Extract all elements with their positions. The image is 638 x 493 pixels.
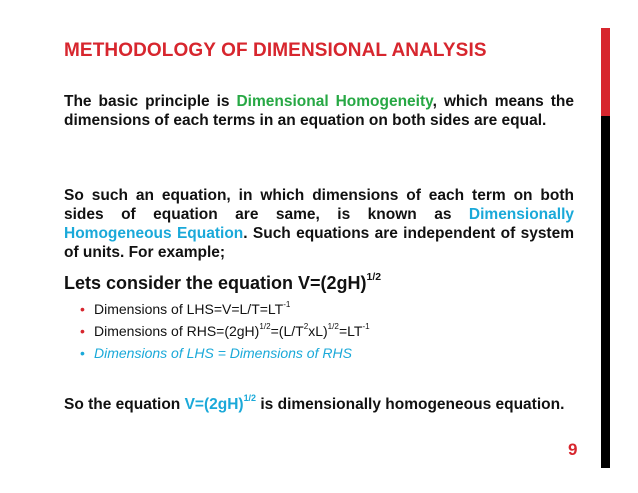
- equation-highlight: V=(2gH): [184, 396, 244, 413]
- paragraph-conclusion-text: So the equation: [64, 396, 185, 413]
- homogeneous-equation-highlight: Dimensionally Homogeneous Equation: [64, 206, 574, 242]
- bullet-conclusion-text: Dimensions of LHS = Dimensions of RHS: [94, 345, 352, 361]
- example-heading: [64, 272, 381, 294]
- bullet-rhs-part2: =(L/T: [270, 323, 304, 339]
- bullet-rhs-part1: Dimensions of RHS=(2gH): [94, 323, 260, 339]
- paragraph-conclusion: [64, 395, 574, 414]
- bullet-rhs-text: [94, 323, 370, 339]
- bullet-lhs-text: [94, 301, 290, 317]
- example-heading-text: Lets consider the equation V=(2gH): [64, 273, 367, 293]
- accent-bar-black: [601, 116, 610, 468]
- slide-title: METHODOLOGY OF DIMENSIONAL ANALYSIS: [64, 40, 487, 61]
- paragraph-definition-rest: . Such equations are independent of system of units. For example;: [64, 225, 574, 261]
- bullet-dot-icon: •: [80, 323, 85, 339]
- bullet-rhs-sup4: -1: [362, 321, 370, 331]
- accent-bar-red: [601, 28, 610, 116]
- paragraph-definition: [64, 186, 574, 262]
- bullet-dot-icon: •: [80, 301, 85, 317]
- paragraph-principle-rest: , which means the dimensions of each terms in an equation on both sides are equal.: [64, 93, 574, 129]
- equation-highlight-sup: 1/2: [243, 393, 257, 404]
- example-heading-sup: 1/2: [366, 271, 382, 283]
- paragraph-principle: [64, 92, 574, 130]
- bullet-dot-icon: •: [80, 345, 85, 361]
- bullet-lhs-main: Dimensions of LHS=V=L/T=LT: [94, 301, 284, 317]
- bullet-rhs-part4: =LT: [338, 323, 363, 339]
- paragraph-conclusion-rest: is dimensionally homogeneous equation.: [256, 396, 565, 413]
- bullet-list: [80, 298, 370, 364]
- bullet-rhs-sup2: 2: [303, 321, 309, 331]
- bullet-lhs-sup: -1: [283, 299, 291, 309]
- bullet-lhs: [80, 298, 370, 320]
- page-number: 9: [568, 440, 578, 459]
- paragraph-principle-text: The basic principle is: [64, 93, 237, 110]
- paragraph-definition-text: So such an equation, in which dimensions of each term on both sides of equation are same, is known as: [64, 187, 574, 223]
- bullet-rhs-sup1: 1/2: [259, 321, 271, 331]
- dimensional-homogeneity-highlight: Dimensional Homogeneity: [236, 93, 433, 110]
- bullet-rhs: [80, 320, 370, 342]
- bullet-rhs-part3: xL): [308, 323, 328, 339]
- bullet-rhs-sup3: 1/2: [327, 321, 339, 331]
- bullet-conclusion: [80, 342, 370, 364]
